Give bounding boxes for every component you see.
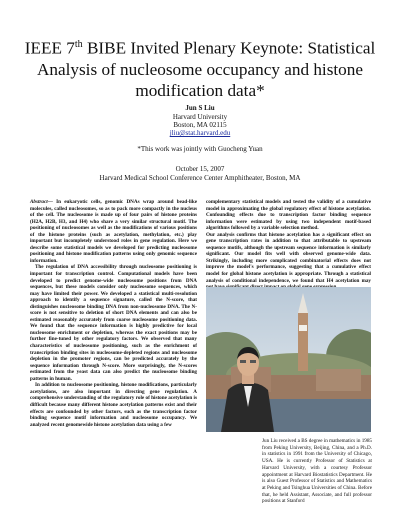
abstract-paragraph-5: Our analysis confirms that histone acetylation has a significant effect on gene transcription rates in addition to that attributable to upstream sequence motifs, although the upstream sequence information is similarly significant. Our model fits well with observed genome-wide data. Strikingly, including more complicated combinatorial effects does not improve the model's performance, suggesting that a cumulative effect model for global histone acetylation is appropriate. Through a statistical analysis of conditional independence, we found that H4 acetylation may <box>206 231 371 284</box>
author-bio: Jun Liu received a BS degree in mathematics in 1985 from Peking University, Beijing, China, and a Ph.D. in statistics in 1991 from the University of Chicago, USA. He is currently Professor of Statistics at Harvard University, with a courtesy Professor appointment at Harvard Biostatistics Department. He is also Guest Professor of Statistics and Mathematics at Peking and Tsinghua Universities of China. Before that, he held Assistant, Associate, and full professor positions at Stanford <box>262 438 372 505</box>
joint-work-note: *This work was jointly with Guocheng Yuan <box>137 145 263 153</box>
abstract-left-column <box>30 199 197 428</box>
abstract-paragraph-1 <box>30 199 197 264</box>
author-city: Boston, MA 02115 <box>173 121 227 129</box>
title-text-part-2: BIBE Invited Plenary Keynote: Statistical Analysis of nucleosome occupancy and histone modification data* <box>36 38 376 100</box>
abstract-text-1: In eukaryotic cells, genomic DNAs wrap around bead-like molecules, called nucleosomes, so as to pack more compactly in the nucleus of the cell. The nucleosome is made up of four pairs of histone proteins (H2A, H2B, H3, and H4) who share a very similar structural motif. The positioning of nucleosomes as well as the modifications of various positions of the histone proteins (such as acetylation, methylation, etc.) play important but incompletely understood roles in gene regulation. Here we describe some statistical models we developed for predicting nucleosome positioning and histone modification patterns using only genomic sequence information. <box>30 199 197 264</box>
abstract-right-column <box>206 199 371 291</box>
talk-date: October 15, 2007 <box>175 165 225 173</box>
talk-venue: Harvard Medical School Conference Center Amphitheater, Boston, MA <box>99 174 301 182</box>
abstract-paragraph-3: In addition to nucleosome positioning, histone modifications, particularly acetylations, are also important in directing gene regulation. A comprehensive understanding of the regulatory role of histone acetylation is difficult because many different histone acetylation patterns exist and their effects are confounded by other factors, such as the transcription factor binding sequence motif information and nucleosome occupancy. We analyzed recent genomewide histone acetylation data using a few <box>30 382 197 428</box>
author-email-link[interactable]: jliu@stat.harvard.edu <box>169 129 231 137</box>
title-text-part-1: IEEE 7 <box>24 38 75 58</box>
abstract-paragraph-4: complementary statistical models and tested the validity of a cumulative model in approximating the global regulatory effect of histone acetylation. Confounding effects due to transcription factor binding sequence information were estimated by using two independent motif-based algorithms followed by a variable selection method. <box>206 199 371 232</box>
abstract-label: Abstract— <box>30 199 53 205</box>
abstract-paragraph-2: The regulation of DNA accessibility through nucleosome positioning is important for transcription control. Computational models have been developed to predict genome-wide nucleosome positions from DNA sequences, but these models consider only nucleosome sequences, which may have limited their power. We developed a statistical multi-resolution approach to identify a sequence signature, called the N-score, that distinguishes nucleosome binding DNA from non-nucleosome DNA. The N-score is not sensitive to deletion of short DNA elements and can also be estimated reasonably accurately from coarse nucleosome positioning data. We found that the sequence information is highly predictive for local nucleosome enrichment or depletion, whereas the exact positions may be further fine-tuned by other regulatory factors. We observed that many characteristics of nucleosome positioning, such as the enrichment of transcription binding sites in nucleosome-depleted regions and nucleosome depletion in the promoter regions, can be predicted accurately by the sequence information through N-score. More surprisingly, the N-scores estimated from the yeast data can also predict the nucleosome binding patterns in human. <box>30 264 197 382</box>
author-name: Jun S Liu <box>185 104 215 112</box>
title-superscript: th <box>74 39 83 50</box>
paper-title <box>24 34 376 101</box>
author-photo <box>206 287 371 432</box>
author-affiliation: Harvard University <box>172 113 228 121</box>
